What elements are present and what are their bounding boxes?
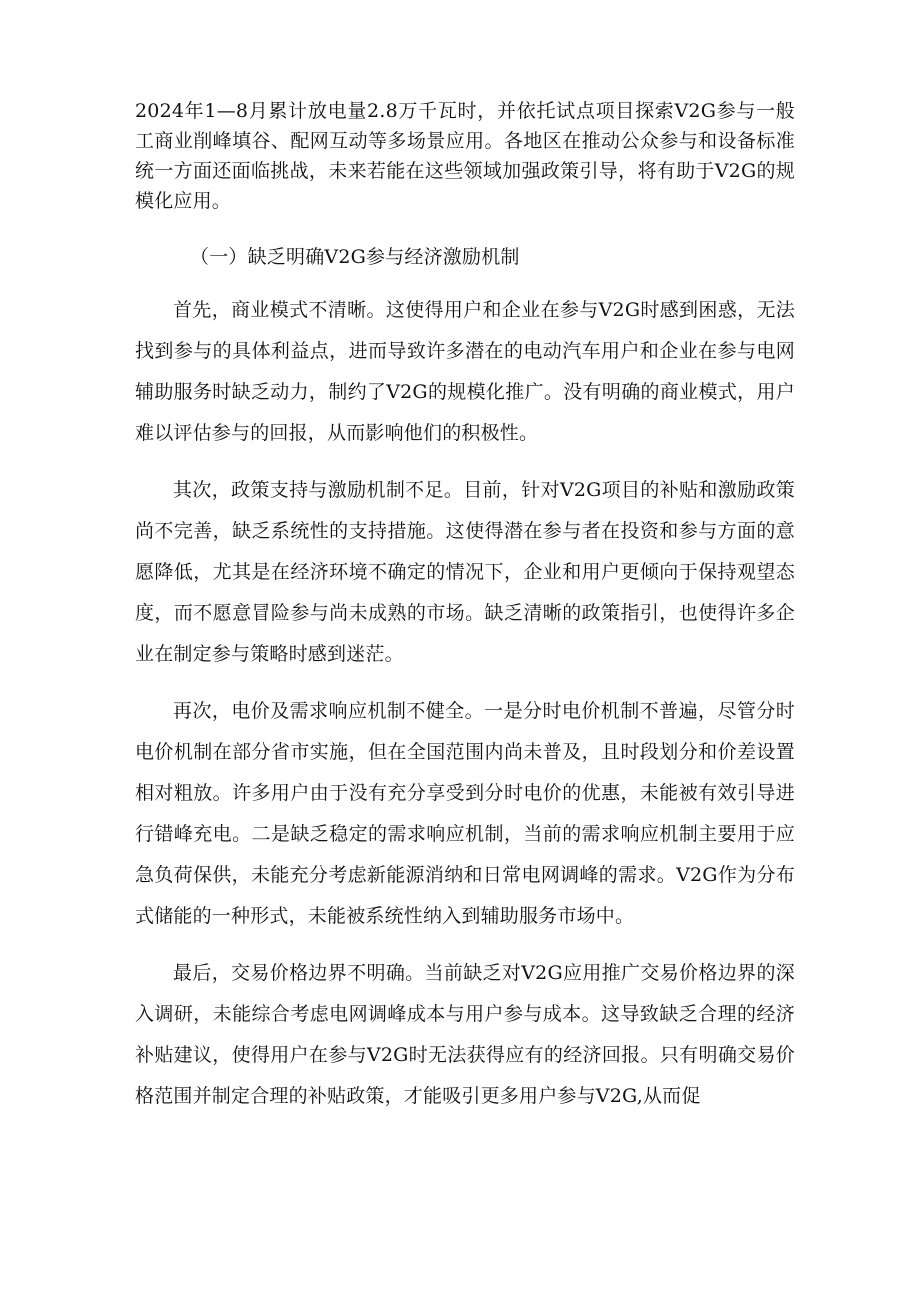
intro-paragraph: 2024年1—8月累计放电量2.8万千瓦时，并依托试点项目探索V2G参与一般工商业削峰填谷、配网互动等多场景应用。各地区在推动公众参与和设备标准统一方面还面临挑战，未来若能在这些领域加强政策引导，将有助于V2G的规模化应用。 bbox=[135, 100, 795, 212]
paragraph-electricity-price: 再次，电价及需求响应机制不健全。一是分时电价机制不普遍，尽管分时电价机制在部分省市实施，但在全国范围内尚未普及，且时段划分和价差设置相对粗放。许多用户由于没有充分享受到分时电价的优惠，未能被有效引导进行错峰充电。二是缺乏稳定的需求响应机制，当前的需求响应机制主要用于应急负荷保供，未能充分考虑新能源消纳和日常电网调峰的需求。V2G作为分布式储能的一种形式，未能被系统性纳入到辅助服务市场中。 bbox=[135, 700, 795, 927]
section-heading: （一）缺乏明确V2G参与经济激励机制 bbox=[190, 246, 520, 268]
paragraph-trading-price: 最后，交易价格边界不明确。当前缺乏对V2G应用推广交易价格边界的深入调研，未能综合考虑电网调峰成本与用户参与成本。这导致缺乏合理的经济补贴建议，使得用户在参与V2G时无法获得应有的经济回报。只有明确交易价格范围并制定合理的补贴政策，才能吸引更多用户参与V2G,从而促 bbox=[135, 962, 795, 1107]
paragraph-policy-support: 其次，政策支持与激励机制不足。目前，针对V2G项目的补贴和激励政策尚不完善，缺乏系统性的支持措施。这使得潜在参与者在投资和参与方面的意愿降低，尤其是在经济环境不确定的情况下，企业和用户更倾向于保持观望态度，而不愿意冒险参与尚未成熟的市场。缺乏清晰的政策指引，也使得许多企业在制定参与策略时感到迷茫。 bbox=[135, 479, 795, 665]
paragraph-business-model: 首先，商业模式不清晰。这使得用户和企业在参与V2G时感到困惑，无法找到参与的具体利益点，进而导致许多潜在的电动汽车用户和企业在参与电网辅助服务时缺乏动力，制约了V2G的规模化推广。没有明确的商业模式，用户难以评估参与的回报，从而影响他们的积极性。 bbox=[135, 299, 795, 444]
document-page bbox=[135, 96, 795, 1117]
